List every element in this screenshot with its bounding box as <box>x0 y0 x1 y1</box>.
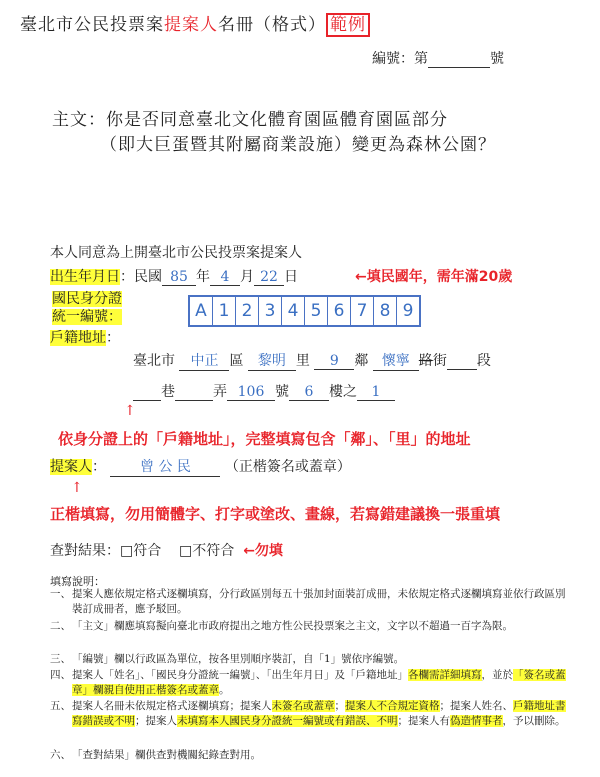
instruction-number: 五、 <box>50 700 71 712</box>
id-digit-cell: 2 <box>236 297 259 325</box>
check-result-row <box>50 540 283 560</box>
birth-note: ←填民國年，需年滿20歲 <box>355 269 513 285</box>
instruction-highlight: 戶籍地址書寫錯誤或不明 <box>72 700 566 727</box>
register-colon: ： <box>106 330 120 346</box>
section-unit: 段 <box>476 353 491 369</box>
instruction-text <box>72 699 570 729</box>
instruction-text-part: ，並於 <box>481 669 513 681</box>
instruction-item <box>50 668 570 698</box>
floor-unit: 樓之 <box>329 384 357 400</box>
birth-label: 出生年月日 <box>50 269 120 285</box>
id-digit-cell: 6 <box>328 297 351 325</box>
address-district: 中正 <box>179 350 229 371</box>
proposer-colon: ： <box>92 459 106 475</box>
instruction-item <box>50 652 570 667</box>
birth-month: 4 <box>210 269 240 286</box>
instruction-text-part: ；提案人 <box>135 715 177 727</box>
agree-statement: 本人同意為上開臺北市公民投票案提案人 <box>50 245 302 261</box>
instruction-number: 四、 <box>50 669 71 681</box>
register-row <box>50 327 120 347</box>
instructions-title: 填寫說明： <box>50 575 105 588</box>
road-unit: 街 <box>432 353 447 369</box>
id-digit-cell: 4 <box>282 297 305 325</box>
instruction-item <box>50 699 570 729</box>
instruction-number: 一、 <box>50 588 71 600</box>
instruction-highlight: 未簽名或蓋章 <box>271 700 335 712</box>
proposer-label: 提案人 <box>50 459 92 475</box>
proposer-row <box>50 456 351 477</box>
address-road: 懷寧 <box>373 350 419 371</box>
number-unit: 號 <box>275 384 289 400</box>
subject-line-1: 主文：你是否同意臺北文化體育園區體育園區部分 <box>52 110 448 130</box>
id-label-line1: 國民身分證 <box>52 291 122 307</box>
id-digit-cell: 1 <box>213 297 236 325</box>
up-arrow-icon-2: ↑ <box>71 480 83 496</box>
instruction-item <box>50 619 570 634</box>
instruction-item <box>50 587 570 617</box>
check-option-mismatch: □不符合 <box>179 543 235 559</box>
instruction-highlight: 提案人不合規定資格 <box>345 700 440 712</box>
instruction-text: 「主文」欄應填寫擬向臺北市政府提出之地方性公民投票案之主文，文字以不超過一百字為限。 <box>72 620 513 632</box>
id-digit-cell: A <box>190 297 213 325</box>
instruction-text: 「查對結果」欄供查對機關紀錄查對用。 <box>72 749 261 761</box>
instruction-number: 三、 <box>50 653 71 665</box>
district-unit: 區 <box>229 353 244 369</box>
instruction-text: 「編號」欄以行政區為單位，按各里別順序裝訂，自「1」號依序編號。 <box>72 653 405 665</box>
birth-row <box>50 266 298 286</box>
month-unit: 月 <box>240 269 254 285</box>
address-floor: 6 <box>289 384 329 401</box>
serial-label: 編號：第 <box>372 51 428 67</box>
id-digit-cell: 3 <box>259 297 282 325</box>
instruction-highlight: 未填寫本人國民身分證統一編號或有錯誤、不明 <box>177 715 398 727</box>
check-label: 查對結果： <box>50 543 120 559</box>
instruction-highlight: 各欄需詳細填寫 <box>408 669 482 681</box>
address-floor-sub: 1 <box>357 384 395 401</box>
title-text: 臺北市公民投票案 <box>20 15 164 35</box>
instruction-number: 六、 <box>50 749 71 761</box>
example-badge: 範例 <box>326 13 370 37</box>
address-line-2 <box>133 381 395 401</box>
day-unit: 日 <box>284 269 298 285</box>
instruction-highlight: 「簽名或蓋章」欄親自使用正楷簽名或蓋章 <box>72 669 566 696</box>
serial-number <box>372 48 504 68</box>
instruction-text: 提案人應依規定格式逐欄填寫，分行政區別每五十張加封面裝訂成冊，未依規定格式逐欄填寫並依行政區別裝訂成冊者，應予駁回。 <box>72 588 566 615</box>
lin-unit: 鄰 <box>354 353 369 369</box>
lane-unit: 巷 <box>161 384 175 400</box>
instruction-text-part: 提案人「姓名」、「國民身分證統一編號」、「出生年月日」及「戶籍地址」 <box>72 669 408 681</box>
id-digit-cell: 5 <box>305 297 328 325</box>
title-highlight: 提案人 <box>164 15 218 35</box>
address-city: 臺北市 <box>133 353 175 369</box>
id-label-line2: 統一編號： <box>52 309 122 325</box>
id-number-box <box>188 295 421 327</box>
year-unit: 年 <box>196 269 210 285</box>
instruction-text-part: ；提案人姓名、 <box>439 700 513 712</box>
register-label: 戶籍地址 <box>50 330 106 346</box>
birth-day: 22 <box>254 269 284 286</box>
up-arrow-icon: ↑ <box>124 403 136 419</box>
address-lin: 9 <box>314 353 354 370</box>
instruction-number: 二、 <box>50 620 71 632</box>
address-li: 黎明 <box>248 350 296 371</box>
subject-line-2: （即大巨蛋暨其附屬商業設施）變更為森林公園？ <box>100 135 496 155</box>
instruction-text-part: 提案人名冊未依規定格式逐欄填寫；提案人 <box>72 700 272 712</box>
birth-year: 85 <box>162 269 196 286</box>
road-unit-strike: 路 <box>418 353 433 369</box>
address-number: 106 <box>227 384 275 401</box>
birth-prefix: ：民國 <box>120 269 162 285</box>
serial-suffix: 號 <box>490 51 504 67</box>
instruction-text-part: ；提案人有 <box>397 715 450 727</box>
id-label <box>52 290 152 326</box>
alley-unit: 弄 <box>213 384 227 400</box>
check-note: ←勿填 <box>243 543 283 559</box>
instruction-text-part: 。 <box>219 684 230 696</box>
proposer-name: 曾 公 民 <box>110 456 220 477</box>
id-digit-cell: 9 <box>402 301 414 321</box>
li-unit: 里 <box>295 353 310 369</box>
title-text-end: 名冊（格式） <box>218 15 326 35</box>
address-line-1 <box>133 350 491 371</box>
id-digit-cell: 7 <box>351 297 374 325</box>
sign-note: 正楷填寫，勿用簡體字、打字或塗改、畫線，若寫錯建議換一張重填 <box>50 505 501 523</box>
proposer-hint: （正楷簽名或蓋章） <box>224 459 351 475</box>
id-digit-cell: 8 <box>374 297 397 325</box>
instruction-highlight: 偽造情事者 <box>450 715 503 727</box>
check-option-match: □符合 <box>120 543 162 559</box>
register-note: 依身分證上的「戶籍地址」，完整填寫包含「鄰」、「里」的地址 <box>58 430 471 448</box>
instruction-text <box>72 668 570 698</box>
form-title <box>20 10 370 35</box>
instruction-text-part: ； <box>334 700 345 712</box>
instruction-text-part: ，予以刪除。 <box>502 715 566 727</box>
instruction-item <box>50 748 570 763</box>
